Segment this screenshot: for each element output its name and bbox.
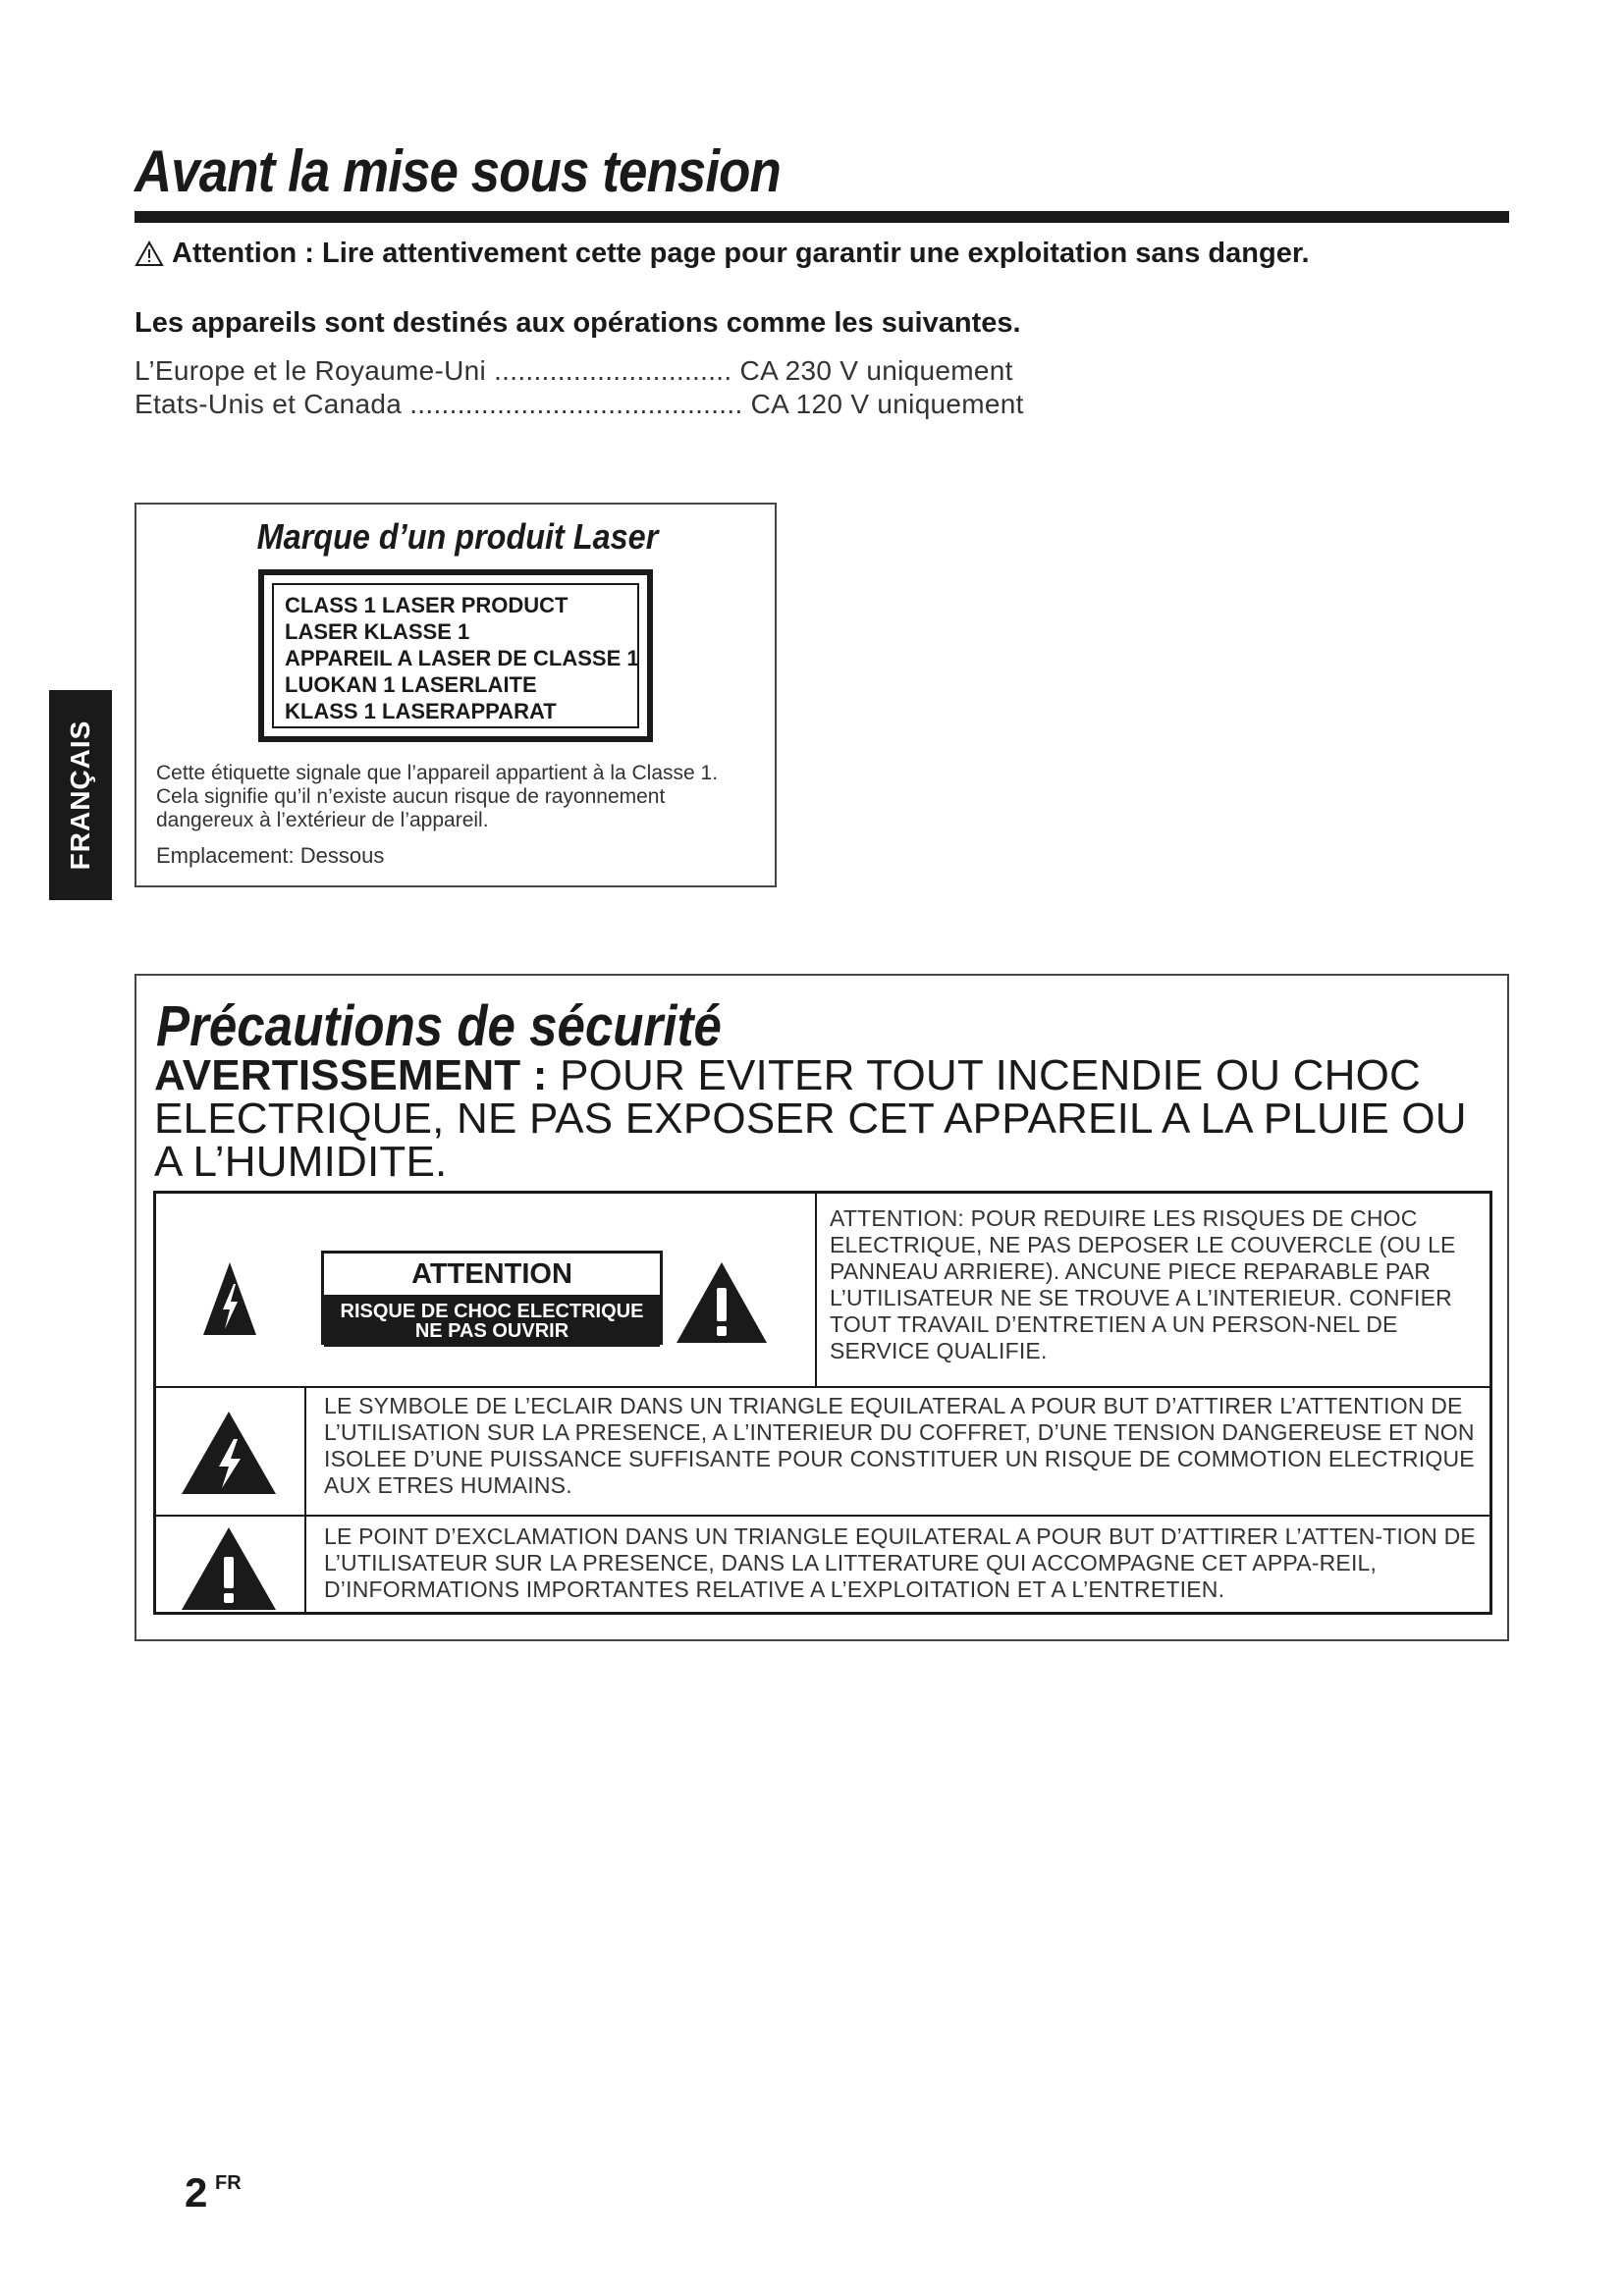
language-side-tab — [49, 690, 112, 900]
voltage-dots: .......................................... — [402, 389, 751, 419]
voltage-value: CA 230 V uniquement — [739, 355, 1013, 386]
voltage-region: L’Europe et le Royaume-Uni — [135, 355, 486, 386]
page-title: Avant la mise sous tension — [135, 138, 781, 204]
laser-label-line: LUOKAN 1 LASERLAITE — [285, 672, 537, 697]
lightning-triangle-icon — [201, 1260, 258, 1337]
laser-product-box — [135, 503, 777, 887]
lightning-symbol-text: LE SYMBOLE DE L’ECLAIR DANS UN TRIANGLE EQUILATERAL A POUR BUT D’ATTIRER L’ATTENTION DE L’UTILISATION SUR LA PRESENCE, A L’INTERIEUR DU COFFRET, D’UNE TENSION DANGEREUSE ET NON ISOLEE D’UNE PUISSANCE SUFFISANTE POUR CONSTITUER UN RISQUE DE COMMOTION ELECTRIQUE AUX ETRES HUMAINS. — [324, 1393, 1475, 1498]
language-side-tab-label: FRANÇAIS — [65, 720, 95, 871]
voltage-value: CA 120 V uniquement — [750, 389, 1024, 419]
operations-heading: Les appareils sont destinés aux opérations comme les suivantes. — [135, 307, 1021, 339]
safety-section — [135, 974, 1509, 1641]
exclamation-triangle-icon — [675, 1260, 769, 1345]
safety-title: Précautions de sécurité — [156, 994, 722, 1058]
laser-label-line: KLASS 1 LASERAPPARAT — [285, 699, 557, 723]
laser-label-line: LASER KLASSE 1 — [285, 619, 470, 644]
attention-label-head: ATTENTION — [324, 1254, 660, 1297]
table-divider — [156, 1515, 1489, 1517]
attention-label-line: RISQUE DE CHOC ELECTRIQUE — [340, 1301, 644, 1322]
laser-box-title: Marque d’un produit Laser — [256, 516, 659, 557]
title-rule — [135, 211, 1509, 223]
voltage-region: Etats-Unis et Canada — [135, 389, 403, 419]
page-language-code: FR — [215, 2172, 242, 2194]
warning-triangle-icon — [135, 240, 164, 267]
warning-body: POUR EVITER TOUT INCENDIE OU CHOC ELECTRIQUE, NE PAS EXPOSER CET APPAREIL A LA PLUIE OU A L’HUMIDITE. — [154, 1051, 1467, 1186]
attention-label-body — [324, 1297, 660, 1347]
laser-location: Emplacement: Dessous — [156, 843, 385, 868]
laser-label — [258, 569, 653, 742]
voltage-row-usa — [135, 389, 1024, 420]
laser-label-line: APPAREIL A LASER DE CLASSE 1 — [285, 646, 639, 670]
warning-paragraph — [154, 1051, 1499, 1186]
attention-label — [321, 1251, 663, 1345]
lightning-triangle-icon — [180, 1410, 278, 1496]
warning-table — [153, 1191, 1492, 1615]
voltage-row-europe — [135, 355, 1013, 387]
attention-label-line: NE PAS OUVRIR — [414, 1320, 569, 1342]
attention-text: ATTENTION: POUR REDUIRE LES RISQUES DE CHOC ELECTRIQUE, NE PAS DEPOSER LE COUVERCLE (OU LE PANNEAU ARRIERE). ANCUNE PIECE REPARABLE PAR L’UTILISATEUR NE SE TROUVE A L’INTERIEUR. CONFIER TOUT TRAVAIL D’ENTRETIEN A UN PERSON-NEL DE SERVICE QUALIFIE. — [830, 1205, 1456, 1363]
warning-label: AVERTISSEMENT : — [154, 1051, 548, 1099]
page-number: 2 — [185, 2169, 208, 2216]
table-divider — [156, 1386, 1489, 1388]
voltage-dots: .............................. — [486, 355, 740, 386]
caution-text: Attention : Lire attentivement cette page pour garantir une exploitation sans danger. — [172, 238, 1310, 269]
table-divider — [304, 1386, 306, 1615]
exclamation-triangle-icon — [180, 1525, 278, 1612]
table-divider — [815, 1194, 817, 1386]
caution-line — [135, 238, 1310, 270]
laser-label-inner — [272, 583, 639, 728]
laser-label-line: CLASS 1 LASER PRODUCT — [285, 593, 568, 617]
laser-description: Cette étiquette signale que l’appareil appartient à la Classe 1. Cela signifie qu’il n’existe aucun risque de rayonnement dangereux à l’extérieur de l’appareil. — [156, 762, 719, 831]
exclamation-symbol-text: LE POINT D’EXCLAMATION DANS UN TRIANGLE EQUILATERAL A POUR BUT D’ATTIRER L’ATTEN-TION DE L’UTILISATEUR SUR LA PRESENCE, DANS LA LITTERATURE QUI ACCOMPAGNE CET APPA-REIL, D’INFORMATIONS IMPORTANTES RELATIVE A L’EXPLOITATION ET A L’ENTRETIEN. — [324, 1523, 1476, 1602]
